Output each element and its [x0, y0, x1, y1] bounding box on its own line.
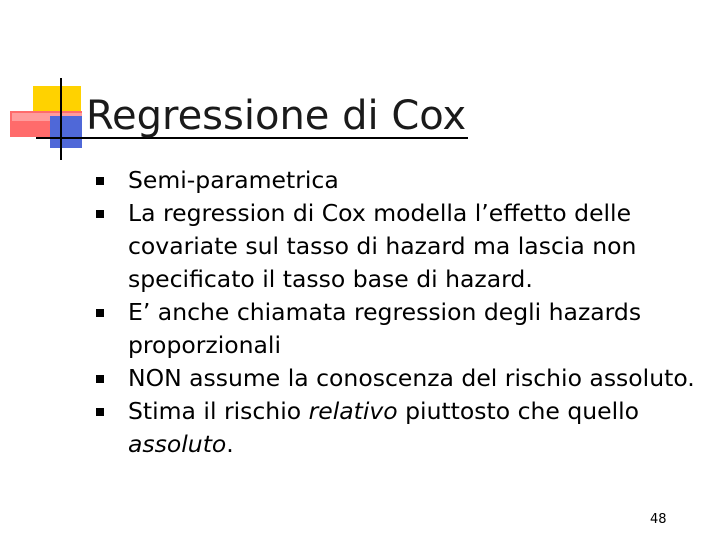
square-bullet-icon	[96, 309, 104, 317]
list-item	[96, 164, 696, 197]
bullet-text: La regression di Cox modella l’effetto delle covariate sul tasso di hazard ma lascia non specificato il tasso base di hazard.	[128, 199, 637, 293]
square-bullet-icon	[96, 177, 104, 185]
bullet-text-part: piuttosto che quello	[397, 397, 640, 425]
blue-square	[50, 116, 82, 148]
bullet-text: NON assume la conoscenza del rischio assoluto.	[128, 364, 695, 392]
bullet-text: E’ anche chiamata regression degli hazards proporzionali	[128, 298, 642, 359]
list-item	[96, 395, 696, 461]
list-item	[96, 362, 696, 395]
square-bullet-icon	[96, 408, 104, 416]
square-bullet-icon	[96, 210, 104, 218]
list-item	[96, 197, 696, 296]
bullet-text-part: .	[226, 430, 234, 458]
emphasis-assoluto: assoluto	[128, 430, 227, 458]
title-decoration	[0, 0, 720, 170]
emphasis-relativo: relativo	[308, 397, 398, 425]
bullet-text-part: Stima il rischio	[128, 397, 309, 425]
page-number: 48	[650, 512, 667, 527]
bullet-text: Semi-parametrica	[128, 166, 339, 194]
slide-title: Regressione di Cox	[86, 93, 467, 139]
list-item	[96, 296, 696, 362]
bullet-list	[96, 164, 696, 461]
square-bullet-icon	[96, 375, 104, 383]
